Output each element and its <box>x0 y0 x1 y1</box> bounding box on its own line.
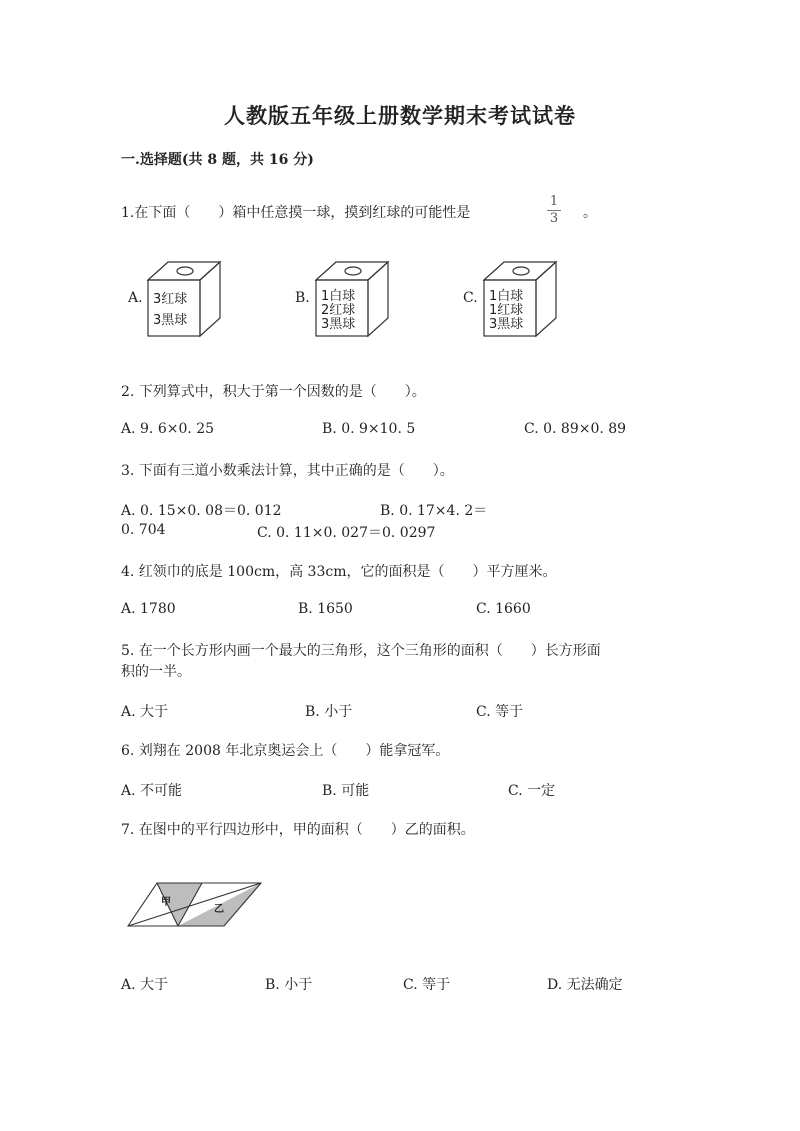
fraction-denominator: 3 <box>549 211 559 226</box>
q6-option-b: B. 可能 <box>322 783 370 799</box>
q1-option-c-label: C. <box>463 290 478 306</box>
q5-option-a: A. 大于 <box>121 704 169 720</box>
q6-option-a: A. 不可能 <box>121 783 183 799</box>
box-b-line-1: 1白球 <box>321 289 356 304</box>
box-c-figure <box>482 258 562 340</box>
box-c-line-3: 3黑球 <box>489 317 524 332</box>
q5-option-c: C. 等于 <box>476 704 524 720</box>
q7-option-b: B. 小于 <box>265 977 313 993</box>
q1-option-a-label: A. <box>128 290 143 306</box>
q7-option-c: C. 等于 <box>403 977 451 993</box>
q7-option-a: A. 大于 <box>121 977 169 993</box>
q4-option-a: A. 1780 <box>121 601 176 617</box>
box-c-line-1: 1白球 <box>489 289 524 304</box>
label-yi: 乙 <box>214 904 224 915</box>
q3-option-a: A. 0. 15×0. 08＝0. 012 <box>121 503 282 519</box>
q3-option-b: B. 0. 17×4. 2＝ <box>380 503 488 519</box>
question-1-text-end: 。 <box>583 205 597 221</box>
box-b-line-3: 3黑球 <box>321 317 356 332</box>
page-title: 人教版五年级上册数学期末考试试卷 <box>224 103 576 128</box>
question-5-text-line-1: 5. 在一个长方形内画一个最大的三角形，这个三角形的面积（ ）长方形面 <box>121 643 601 659</box>
fraction-numerator: 1 <box>549 194 559 209</box>
q2-option-a: A. 9. 6×0. 25 <box>121 421 215 437</box>
box-a-line-2: 3黑球 <box>153 313 188 328</box>
question-6-text: 6. 刘翔在 2008 年北京奥运会上（ ）能拿冠军。 <box>121 743 450 759</box>
box-b-figure <box>314 258 394 340</box>
q1-option-b-label: B. <box>295 290 310 306</box>
fraction-one-third <box>547 195 561 226</box>
box-c-line-2: 1红球 <box>489 303 524 318</box>
question-1-text: 1.在下面（ ）箱中任意摸一球，摸到红球的可能性是 <box>121 205 471 221</box>
q2-option-b: B. 0. 9×10. 5 <box>322 421 416 437</box>
q6-option-c: C. 一定 <box>508 783 556 799</box>
question-7-text: 7. 在图中的平行四边形中，甲的面积（ ）乙的面积。 <box>121 822 475 838</box>
parallelogram-figure <box>124 878 266 930</box>
section-heading: 一.选择题(共 8 题，共 16 分) <box>121 152 314 168</box>
q3-option-c: C. 0. 11×0. 027＝0. 0297 <box>257 525 436 541</box>
q5-option-b: B. 小于 <box>305 704 353 720</box>
question-2-text: 2. 下列算式中，积大于第一个因数的是（ ）。 <box>121 384 426 400</box>
label-jia: 甲 <box>161 897 171 908</box>
q3-option-b-result: 0. 704 <box>121 522 166 538</box>
box-a-line-1: 3红球 <box>153 292 188 307</box>
question-5-text-line-2: 积的一半。 <box>121 664 191 680</box>
q2-option-c: C. 0. 89×0. 89 <box>524 421 627 437</box>
box-b-line-2: 2红球 <box>321 303 356 318</box>
box-a-figure <box>146 258 226 340</box>
q7-option-d: D. 无法确定 <box>547 977 623 993</box>
q4-option-c: C. 1660 <box>476 601 531 617</box>
question-3-text: 3. 下面有三道小数乘法计算，其中正确的是（ ）。 <box>121 463 454 479</box>
question-4-text: 4. 红领巾的底是 100cm，高 33cm，它的面积是（ ）平方厘米。 <box>121 564 557 580</box>
q4-option-b: B. 1650 <box>298 601 353 617</box>
